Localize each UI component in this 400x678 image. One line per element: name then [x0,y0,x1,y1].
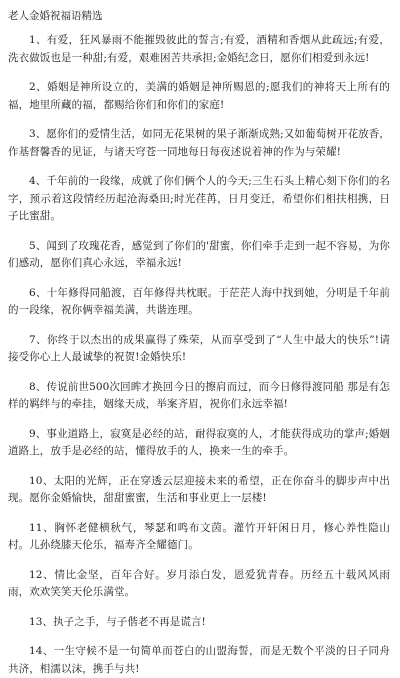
blessing-item-6: 6、十年修得同船渡，百年修得共枕眠。于茫茫人海中找到她，分明是千年前的一段缘，祝你俩幸福美满，共谐连理。 [8,286,390,316]
blessing-item-1: 1、有爱，狂风暴雨不能摧毁彼此的誓言;有爱，酒精和香烟从此疏远;有爱，洗衣做饭也是一种甜;有爱，艰难困苦共承担;金婚纪念日，愿你们相爱到永远! [8,34,390,64]
blessing-item-12: 12、情比金坚，百年合好。岁月添白发，恩爱犹青春。历经五十载风风雨雨，欢欢笑笑天伦乐满堂。 [8,568,390,598]
blessing-item-7: 7、你终于以杰出的成果赢得了殊荣，从而享受到了“人生中最大的快乐”!请接受你心上人最诚挚的祝贺!金婚快乐! [8,333,390,363]
blessing-item-10: 10、太阳的光辉，正在穿透云层迎接未来的希望，正在你奋斗的脚步声中出现。愿你金婚愉快，甜甜蜜蜜，生活和事业更上一层楼! [8,474,390,504]
blessing-item-11: 11、胸怀老健横秋气，琴瑟和鸣布文茵。灌竹开轩闲日月，修心养性隐山村。儿孙绕膝天伦乐，福寿齐全耀德门。 [8,521,390,551]
blessing-item-2: 2、婚姻是神所设立的，美满的婚姻是神所赐恩的;愿我们的神将天上所有的福，地里所藏的福，都赐给你们和你们的家庭! [8,81,390,111]
blessing-list [8,32,390,678]
blessing-item-13: 13、执子之手，与子偕老不再是谎言! [29,615,206,628]
blessing-item-5: 5、闻到了玫瑰花香，感觉到了你们的'甜蜜，你们牵手走到一起不容易，为你们感动，愿你们真心永远，幸福永远! [8,239,390,269]
blessing-item-9: 9、事业道路上，寂寞是必经的站，耐得寂寞的人，才能获得成功的掌声;婚姻道路上，放手是必经的站，懂得放手的人，换来一生的牵手。 [8,427,390,457]
blessing-item-3: 3、愿你们的爱情生活，如同无花果树的果子渐渐成熟;又如葡萄树开花放香，作基督馨香的见证，与诸天穹苍一同地每日每夜述说着神的作为与荣耀! [8,128,390,158]
blessing-item-8: 8、传说前世500次回眸才换回今日的擦肩而过，而今日修得渡同船 那是有怎样的羁绊与的牵挂，姻缘天成，举案齐眉，祝你们永远幸福! [8,380,390,410]
blessing-item-14: 14、一生守候不是一句简单而苍白的山盟海誓，而是无数个平淡的日子同舟共济，相濡以沫，携手与共! [8,645,390,675]
blessing-item-4: 4、千年前的一段缘，成就了你们俩个人的今天;三生石头上精心刻下你们的名字，预示着这段情经历起沧海桑田;时光荏苒，日月变迁，希望你们相扶相携，日子比蜜甜。 [8,175,390,222]
document-title: 老人金婚祝福语精选 [8,10,103,22]
